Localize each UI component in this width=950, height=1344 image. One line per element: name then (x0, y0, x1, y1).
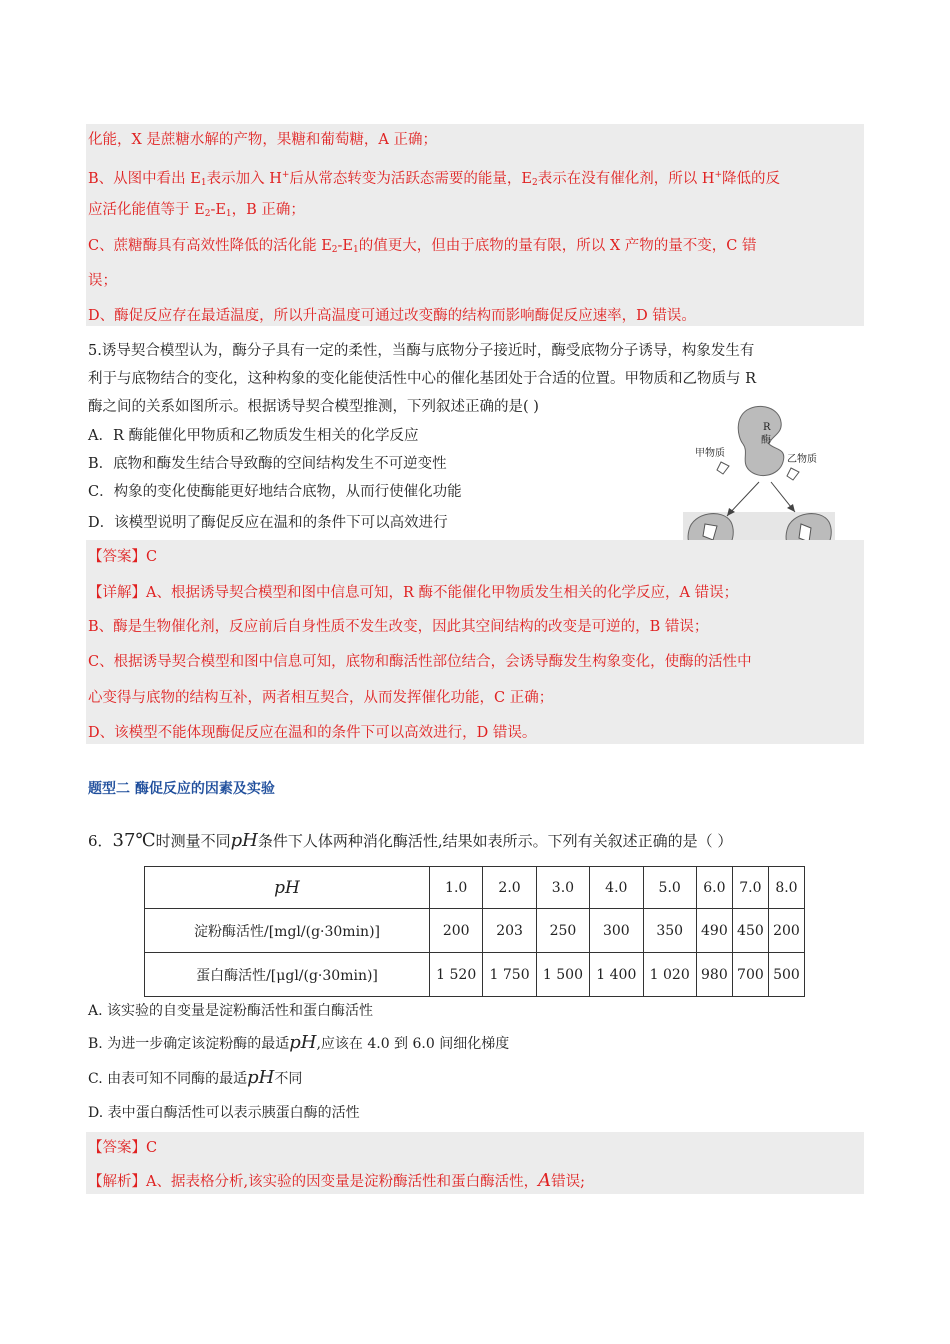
table-cell: 200 (768, 909, 804, 953)
enzyme-induced-fit-figure (683, 400, 835, 560)
question-5-stem: 5.诱导契合模型认为，酶分子具有一定的柔性，当酶与底物分子接近时，酶受底物分子诱导，构象发生有 (88, 343, 755, 359)
table-cell: 6.0 (696, 867, 732, 909)
explanation-line: C、根据诱导契合模型和图中信息可知，底物和酶活性部位结合，会诱导酶发生构象变化，使酶的活性中 (88, 654, 752, 670)
table-cell: 3.0 (536, 867, 589, 909)
table-cell: 203 (483, 909, 536, 953)
explanation-line: 【解析】A、据表格分析,该实验的因变量是淀粉酶活性和蛋白酶活性，A错误; (88, 1170, 585, 1191)
table-cell: 4.0 (590, 867, 643, 909)
table-cell: 490 (696, 909, 732, 953)
question-5-stem: 酶之间的关系如图所示。根据诱导契合模型推测，下列叙述正确的是( ) (88, 399, 539, 415)
svg-text:酶: 酶 (761, 435, 771, 446)
option-d: D. 表中蛋白酶活性可以表示胰蛋白酶的活性 (88, 1105, 360, 1121)
text-line: 应活化能值等于 $E_2-E_1$，B 正确； (88, 202, 305, 219)
table-cell: 1.0 (430, 867, 483, 909)
explanation-line: 【详解】A、根据诱导契合模型和图中信息可知，R 酶不能催化甲物质发生相关的化学反应，A 错误； (88, 585, 739, 601)
table-cell: 250 (536, 909, 589, 953)
text-line: D、酶促反应存在最适温度，所以升高温度可通过改变酶的结构而影响酶促反应速率，D 错误。 (88, 308, 696, 324)
table-cell: 7.0 (732, 867, 768, 909)
explanation-line: D、该模型不能体现酶促反应在温和的条件下可以高效进行，D 错误。 (88, 725, 537, 741)
table-header-ph: pH (274, 877, 300, 898)
table-cell: 980 (696, 953, 732, 997)
table-cell: 1 750 (483, 953, 536, 997)
table-cell: 1 020 (643, 953, 696, 997)
explanation-line: 心变得与底物的结构互补，两者相互契合，从而发挥催化功能，C 正确； (88, 690, 554, 706)
option-b: B．底物和酶发生结合导致酶的空间结构发生不可逆变性 (88, 456, 447, 472)
text-line: C、蔗糖酶具有高效性降低的活化能 $E_2-E_1$的值更大，但由于底物的量有限，所以 X 产物的量不变，C 错 (88, 238, 757, 255)
table-cell: 300 (590, 909, 643, 953)
table-cell: 700 (732, 953, 768, 997)
answer-block-q5 (86, 540, 864, 744)
text-line: 误； (88, 273, 117, 289)
question-6-stem: 6．37℃时测量不同pH条件下人体两种消化酶活性,结果如表所示。下列有关叙述正确的是（ ） (88, 830, 733, 851)
option-a: A. 该实验的自变量是淀粉酶活性和蛋白酶活性 (88, 1003, 374, 1019)
option-a: A．R 酶能催化甲物质和乙物质发生相关的化学反应 (88, 428, 419, 444)
table-cell: 1 520 (430, 953, 483, 997)
table-cell: 8.0 (768, 867, 804, 909)
table-row-label: 蛋白酶活性/[μgl/(g·30min)] (145, 953, 430, 997)
table-cell: 450 (732, 909, 768, 953)
explanation-line: B、酶是生物催化剂，反应前后自身性质不发生改变，因此其空间结构的改变是可逆的，B 错误； (88, 619, 709, 635)
question-5-stem: 利于与底物结合的变化，这种构象的变化能使活性中心的催化基团处于合适的位置。甲物质和乙物质与 R (88, 371, 757, 387)
table-cell: 350 (643, 909, 696, 953)
answer-label: 【答案】C (88, 1140, 158, 1156)
table-cell: 200 (430, 909, 483, 953)
svg-text:R: R (763, 422, 771, 433)
svg-text:甲物质: 甲物质 (695, 448, 725, 459)
table-cell: 5.0 (643, 867, 696, 909)
text-line: B、从图中看出 $E_1$表示加入 H+后从常态转变为活跃态需要的能量，$E_2$表示在没有催化剂，所以 H+降低的反 (88, 170, 781, 188)
table-cell: 1 400 (590, 953, 643, 997)
option-c: C. 由表可知不同酶的最适pH不同 (88, 1067, 303, 1088)
table-cell: 500 (768, 953, 804, 997)
answer-label: 【答案】C (88, 549, 158, 565)
table-cell: 2.0 (483, 867, 536, 909)
svg-text:乙物质: 乙物质 (787, 454, 817, 465)
table-cell: 1 500 (536, 953, 589, 997)
section-heading: 题型二 酶促反应的因素及实验 (88, 781, 275, 797)
enzyme-activity-table (144, 866, 805, 997)
text-line: 化能，X 是蔗糖水解的产物，果糖和葡萄糖，A 正确； (88, 132, 438, 148)
option-d: D．该模型说明了酶促反应在温和的条件下可以高效进行 (88, 515, 448, 531)
answer-block-top (86, 124, 864, 326)
option-b: B. 为进一步确定该淀粉酶的最适pH,应该在 4.0 到 6.0 间细化梯度 (88, 1032, 510, 1053)
table-row-label: 淀粉酶活性/[mgl/(g·30min)] (145, 909, 430, 953)
option-c: C．构象的变化使酶能更好地结合底物，从而行使催化功能 (88, 484, 462, 500)
